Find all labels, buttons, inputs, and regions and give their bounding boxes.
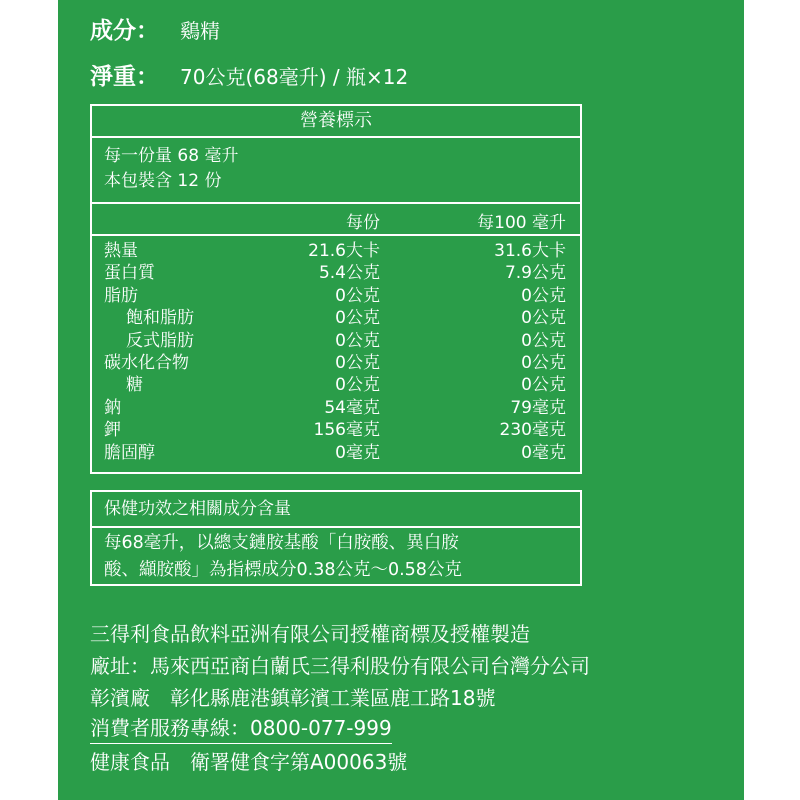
- ingredient-value: 鷄精: [180, 19, 220, 43]
- nutrient-per-100ml: 0公克: [521, 352, 566, 373]
- label-panel: [90, 0, 730, 800]
- nutrient-per-serving: 0公克: [335, 330, 380, 351]
- nutrient-per-serving: 0毫克: [335, 442, 380, 463]
- nutrient-per-100ml: 0公克: [521, 375, 566, 396]
- nutrient-per-100ml: 0公克: [521, 285, 566, 306]
- nutrient-row: [92, 419, 580, 441]
- nutrient-name: 膽固醇: [104, 442, 155, 463]
- health-food-certification: 健康食品 衛署健食字第A00063號: [90, 750, 408, 774]
- net-weight-label: 淨重：: [90, 64, 159, 90]
- nutrient-row: [92, 285, 580, 307]
- nutrient-per-serving: 0公克: [335, 308, 380, 329]
- nutrient-row: [92, 262, 580, 284]
- net-weight-value: 70公克(68毫升) / 瓶×12: [180, 65, 409, 89]
- serving-info: [92, 138, 580, 204]
- nutrient-rows: [92, 236, 580, 464]
- ingredient-label: 成分：: [90, 18, 159, 44]
- health-claim-title: 保健功效之相關成分含量: [92, 492, 580, 528]
- nutrient-row: [92, 442, 580, 464]
- nutrient-per-serving: 5.4公克: [318, 263, 380, 284]
- nutrient-per-serving: 0公克: [335, 352, 380, 373]
- nutrient-name: 反式脂肪: [126, 330, 194, 351]
- net-weight-line: [90, 58, 408, 91]
- ingredient-line: [90, 12, 220, 45]
- nutrient-per-100ml: 7.9公克: [504, 263, 566, 284]
- column-per-100ml: 每100 毫升: [477, 213, 566, 233]
- nutrient-name: 鈉: [104, 397, 121, 418]
- nutrient-name: 飽和脂肪: [126, 308, 194, 329]
- nutrient-per-100ml: 0公克: [521, 330, 566, 351]
- nutrient-per-serving: 156毫克: [313, 420, 380, 441]
- right-white-edge: [744, 0, 800, 800]
- factory-address: 廠址：馬來西亞商白蘭氏三得利股份有限公司台灣分公司: [90, 654, 590, 678]
- nutrient-per-serving: 21.6大卡: [308, 241, 380, 261]
- nutrient-name: 脂肪: [104, 285, 138, 306]
- nutrient-name: 鉀: [104, 420, 121, 441]
- nutrient-name: 蛋白質: [104, 263, 155, 284]
- column-per-serving: 每份: [346, 213, 380, 233]
- health-claim-line-2: 酸、纈胺酸」為指標成分0.38公克～0.58公克: [104, 560, 462, 580]
- serving-size: 每一份量 68 毫升: [104, 146, 239, 166]
- left-white-edge: [0, 0, 58, 800]
- nutrient-row: [92, 240, 580, 262]
- consumer-hotline: [90, 712, 392, 741]
- nutrient-per-serving: 54毫克: [324, 397, 380, 418]
- health-claim-line-1: 每68毫升，以總支鏈胺基酸「白胺酸、異白胺: [104, 533, 459, 553]
- consumer-hotline-text: 消費者服務專線：0800-077-999: [90, 716, 392, 744]
- nutrient-per-100ml: 0公克: [521, 308, 566, 329]
- nutrient-per-serving: 0公克: [335, 285, 380, 306]
- servings-per-pack: 本包裝含 12 份: [104, 171, 222, 191]
- column-headers: [92, 204, 580, 236]
- health-claim-text: [92, 528, 580, 584]
- nutrient-row: [92, 374, 580, 396]
- nutrient-name: 碳水化合物: [104, 352, 189, 373]
- plant-address: 彰濱廠 彰化縣鹿港鎮彰濱工業區鹿工路18號: [90, 686, 496, 710]
- nutrient-per-100ml: 230毫克: [499, 420, 566, 441]
- nutrient-row: [92, 397, 580, 419]
- nutrient-row: [92, 307, 580, 329]
- nutrient-per-serving: 0公克: [335, 375, 380, 396]
- nutrition-title: 營養標示: [92, 106, 580, 138]
- nutrient-row: [92, 352, 580, 374]
- nutrient-per-100ml: 79毫克: [510, 397, 566, 418]
- nutrient-name: 糖: [126, 375, 143, 396]
- nutrition-facts-table: [90, 104, 582, 474]
- nutrient-per-100ml: 0毫克: [521, 442, 566, 463]
- license-statement: 三得利食品飲料亞洲有限公司授權商標及授權製造: [90, 622, 530, 646]
- health-claim-box: [90, 490, 582, 586]
- nutrient-row: [92, 330, 580, 352]
- nutrient-name: 熱量: [104, 241, 138, 261]
- nutrient-per-100ml: 31.6大卡: [494, 241, 566, 261]
